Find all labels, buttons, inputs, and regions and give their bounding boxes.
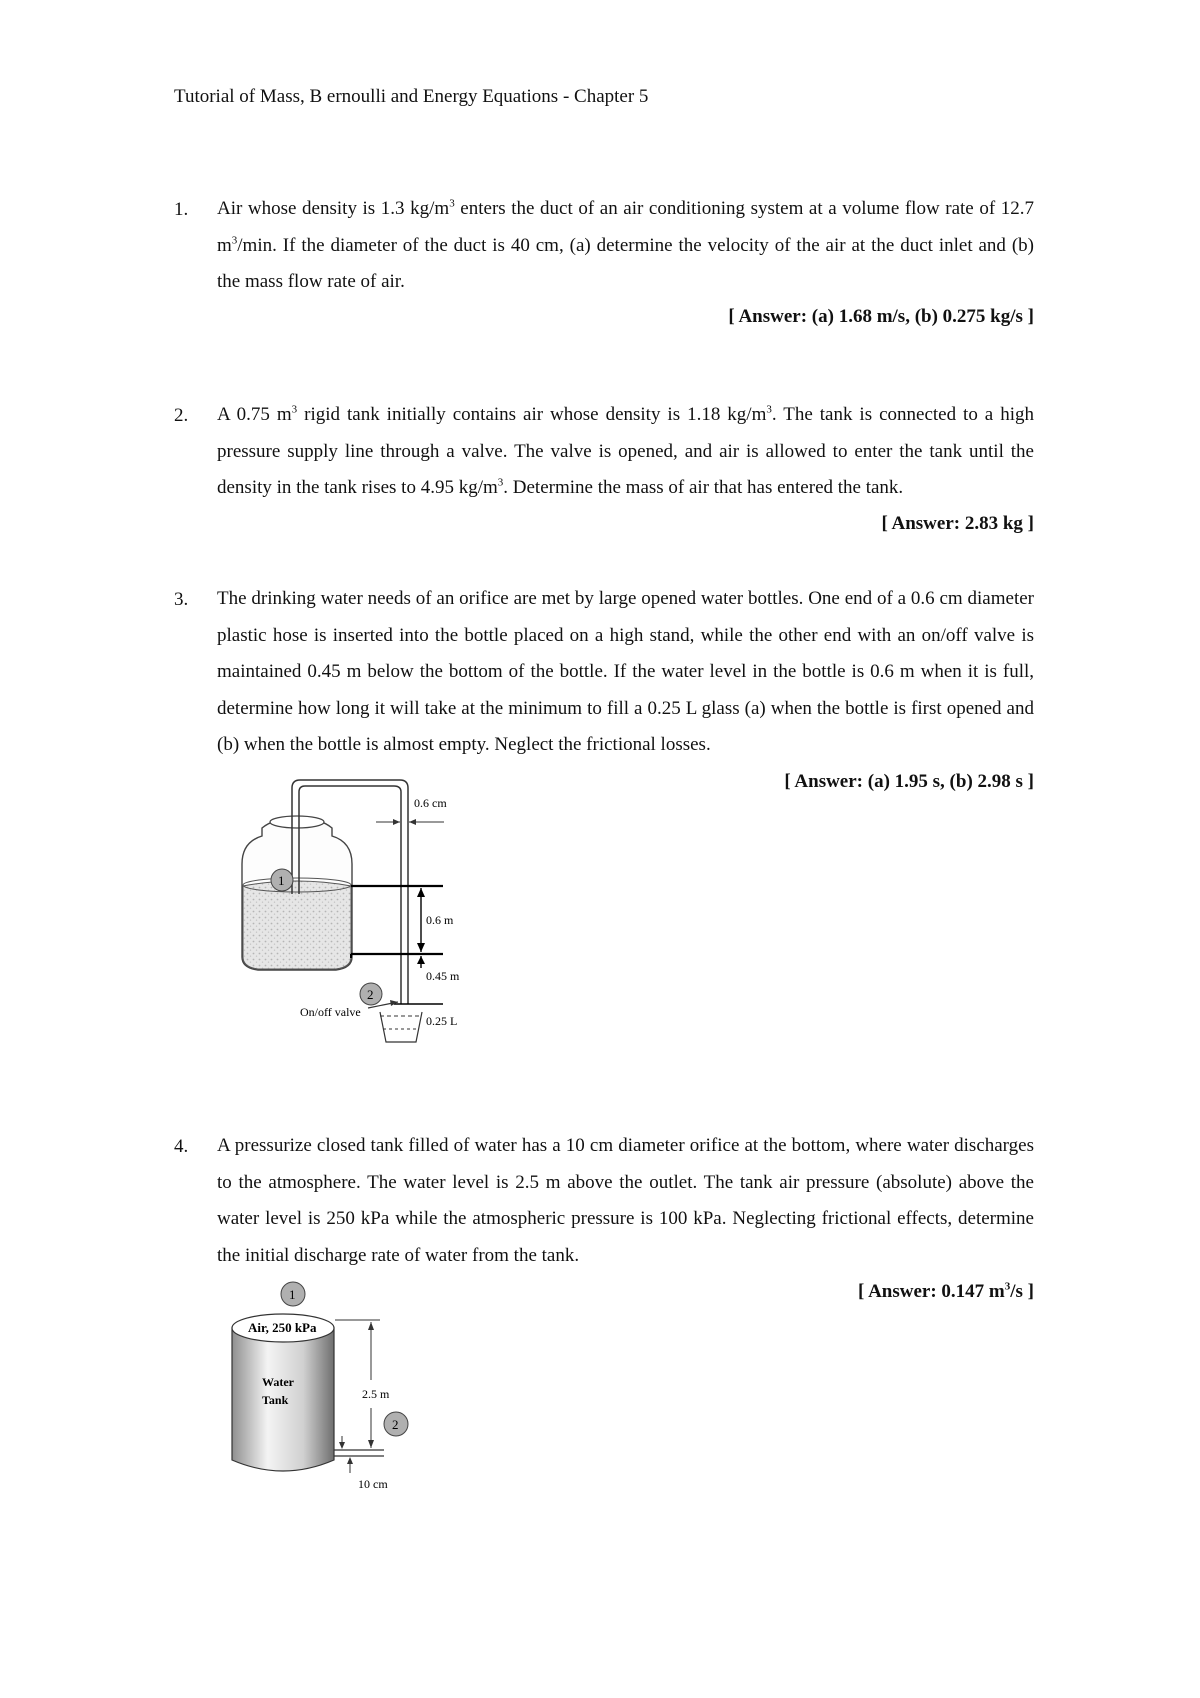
problem-text: Air whose density is 1.3 $kg/m^3$ enters the duct of an air conditioning system at a volume flow rate of 12.7 $m^3/\min$. If the diameter of the duct is 40 cm, (a) determine the velocity of the air at the duct inlet and (b) the mass flow rate of air. xyxy=(217,197,1034,292)
height-label: 2.5 m xyxy=(362,1387,390,1401)
glass-label: 0.25 L xyxy=(426,1014,458,1028)
problem-text: A pressurize closed tank filled of water has a 10 cm diameter orifice at the bottom, where water discharges to the atmosphere. The water level is 2.5 m above the outlet. The tank air pressure (absolute) above the water level is 250 kPa while the atmospheric pressure is 100 kPa. Neglecting frictional effects, determine the initial discharge rate of water from the tank. xyxy=(217,1135,1034,1266)
orifice-label: 10 cm xyxy=(358,1477,388,1491)
page-header: Tutorial of Mass, B ernoulli and Energy Equations - Chapter 5 xyxy=(174,86,649,107)
water-label-1: Water xyxy=(262,1375,294,1389)
level-label: 0.6 m xyxy=(426,913,454,927)
answer: [ Answer: 0.147 $m^3/s$ ] xyxy=(858,1280,1034,1302)
water-label-2: Tank xyxy=(262,1393,289,1407)
problem-number: 2. xyxy=(174,405,189,426)
drop-label: 0.45 m xyxy=(426,969,460,983)
answer: [ Answer: (a) 1.68 m/s, (b) 0.275 kg/s ] xyxy=(728,306,1034,327)
problem-number: 1. xyxy=(174,199,189,220)
water-bottle-figure xyxy=(228,772,488,1052)
air-label: Air, 250 kPa xyxy=(248,1320,317,1335)
hose-diameter-label: 0.6 cm xyxy=(414,796,447,810)
pressurized-tank-figure xyxy=(222,1268,422,1508)
problem-number: 4. xyxy=(174,1136,189,1157)
point-2-label: 2 xyxy=(392,1417,399,1432)
valve-label: On/off valve xyxy=(300,1005,361,1019)
problem-number: 3. xyxy=(174,589,189,610)
problem-text: The drinking water needs of an orifice are met by large opened water bottles. One end of a 0.6 cm diameter plastic hose is inserted into the bottle placed on a high stand, while the other end with an on/off valve is maintained 0.45 m below the bottom of the bottle. If the water level in the bottle is 0.6 m when it is full, determine how long it will take at the minimum to fill a 0.25 L glass (a) when the bottle is first opened and (b) when the bottle is almost empty. Neglect the frictional losses. xyxy=(217,588,1034,755)
answer: [ Answer: (a) 1.95 s, (b) 2.98 s ] xyxy=(784,771,1034,792)
point-1-label: 1 xyxy=(289,1287,296,1302)
answer: [ Answer: 2.83 kg ] xyxy=(881,513,1034,534)
problem-text: A 0.75 $m^3$ rigid tank initially contains air whose density is 1.18 $kg/m^3$. The tank is connected to a high pressure supply line through a valve. The valve is opened, and air is allowed to enter the tank until the density in the tank rises to 4.95 $kg/m^3$. Determine the mass of air that has entered the tank. xyxy=(217,403,1034,498)
point-1-label: 1 xyxy=(278,873,285,888)
point-2-label: 2 xyxy=(367,987,374,1002)
bottle-water xyxy=(243,881,351,969)
